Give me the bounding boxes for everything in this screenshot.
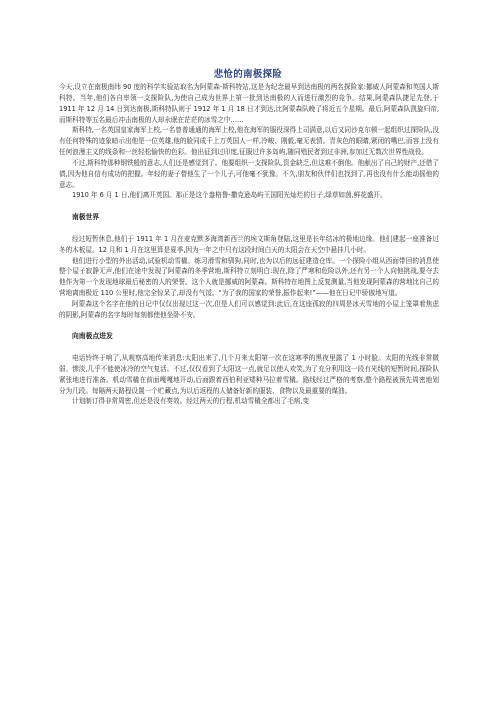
section1-paragraph-2: 他们进行小型的外出活动,试验机动雪橇、练习滑雪和驯狗,同时,也为以后的远征建造仓库。一个探险小组从西面带回的消息使整个屋子寂静无声,他们在途中发现了阿蒙森的冬季营地,斯科特立刻明白:现在,除了严寒和危险以外,还有另一个人向他挑战,要夺去他作为第一个发现地球最后秘密的人的荣誉。这个人就是挪威的阿蒙森。斯科特在地图上反复测量,当他发现阿蒙森的营地比自己的营地离南极近 110 公里时,他完全惊呆了,却没有气馁。“为了我的国家的荣誉,振作起来!”——他在日记中骄傲地写道。 (59, 256, 439, 298)
section2-paragraph-1: 电话铃终于响了,从观察高地传来消息:太阳出来了,几个月来太阳第一次在这寒季的黑夜里露了 1 小时脸。太阳的光线非常微弱、惨淡,几乎不能使冰冷的空气复活。不过,仅仅看到了太阳这一点,就足以使人欢笑,为了充分利用这一段有光线的短暂时间,探险队紧张地进行准备。机动雪橇在前面嘎嘎地开动,后面跟着西伯利亚矮种马拉着雪橇。路线经过严格的考察,整个路程被预先周密地划分为几段。每隔两天路程设置一个贮藏点,为以后返程的人储备好新的服装、食物以及最重要的煤油。 (59, 354, 439, 395)
section-spacer (59, 342, 439, 353)
section-spacer (59, 321, 439, 332)
section-spacer (59, 223, 439, 234)
section-heading-antarctic-world: 南极世界 (72, 213, 100, 222)
section1-paragraph-3: 阿蒙森这个名字在他的日记中仅仅出现过这一次,但是人们可以感觉到:此后,在这座孤寂的四周是冰天雪地的小屋上笼罩着焦虑的阴影,阿蒙森的名字每时每刻都使他坐卧不安。 (59, 299, 439, 319)
section2-paragraph-2: 计划制订得非常周密,但还是没有奏效。经过两天的行程,机动雪橇全都出了毛病,变 (72, 397, 310, 406)
intro-paragraph-3: 不过,斯科特那种钢铁般的意志,人们还是感觉到了。他要组织一支探险队,资金缺乏,但这难不倒他。他献出了自己的财产,还借了债,因为他自信有成功的把握。年轻的妻子替他生了一个儿子,可他毫不犹豫。不久,朋友和伙伴们也找到了,再也没有什么能动摇他的意志。 (59, 158, 439, 189)
section-heading-march-to-pole: 向南极点进发 (72, 332, 113, 341)
intro-paragraph-1: 今天,设立在南极南纬 90 度的科学实验站取名为阿蒙森-斯科特站,这是为纪念最早到达南极的两名探险家:挪威人阿蒙森和英国人斯科特。当年,他们各自率领一支探险队,为使自己成为世界上第一批到达南极的人而进行激烈的竞争。结果,阿蒙森队捷足先登,于 1911 年 12 月 14 日到达南极,斯科特队则于 1912 年 1 月 18 日才到达,比阿蒙森队晚了将近五个星期。最后,阿蒙森队凯旋归帝,而斯科特等五名最后冲击南极的人却永眠在茫茫的冰雪之中…… (59, 83, 439, 124)
intro-paragraph-2: 斯科特,一名英国皇家海军上校,一名曾普通通的海军上校,他在海军的服役深得上司满意,以后又同沙克尔顿一起组织过探险队,没有任何特殊的迹象暗示出他是一位英雄,他的脸同成千上万英国人一样,冷峻、刚毅,毫无表情。青灰色的眼睛,紧闭的嘴巴,而容上没有任何浪漫主义的线条和一丝轻松愉快的色彩。他出征到过印度,征服过许多岛屿,随同殖民者到过非洲,参加过无数次世界性战役。 (59, 126, 439, 157)
section1-paragraph-1: 经过短暂休息,他们于 1911 年 1 月在麦克默多海湾新西兰的埃文斯角登陆,这里是长年结冰的极地边缘。他们建起一座准备过冬的木板屋。12 月和 1 月在这里算是夏季,因为一年之中只有这段时间白天的太阳会在天空中悬挂几小时。 (59, 234, 439, 254)
document-body (59, 82, 439, 407)
intro-paragraph-4: 1910 年 6 月 1 日,他们离开英国。那正是这个盎格鲁-撒克逊岛屿王国阳光灿烂的日子,绿草如茵,鲜花盛开。 (72, 191, 387, 200)
document-title: 悲怆的南极探险 (213, 69, 283, 80)
section-spacer (59, 201, 439, 212)
